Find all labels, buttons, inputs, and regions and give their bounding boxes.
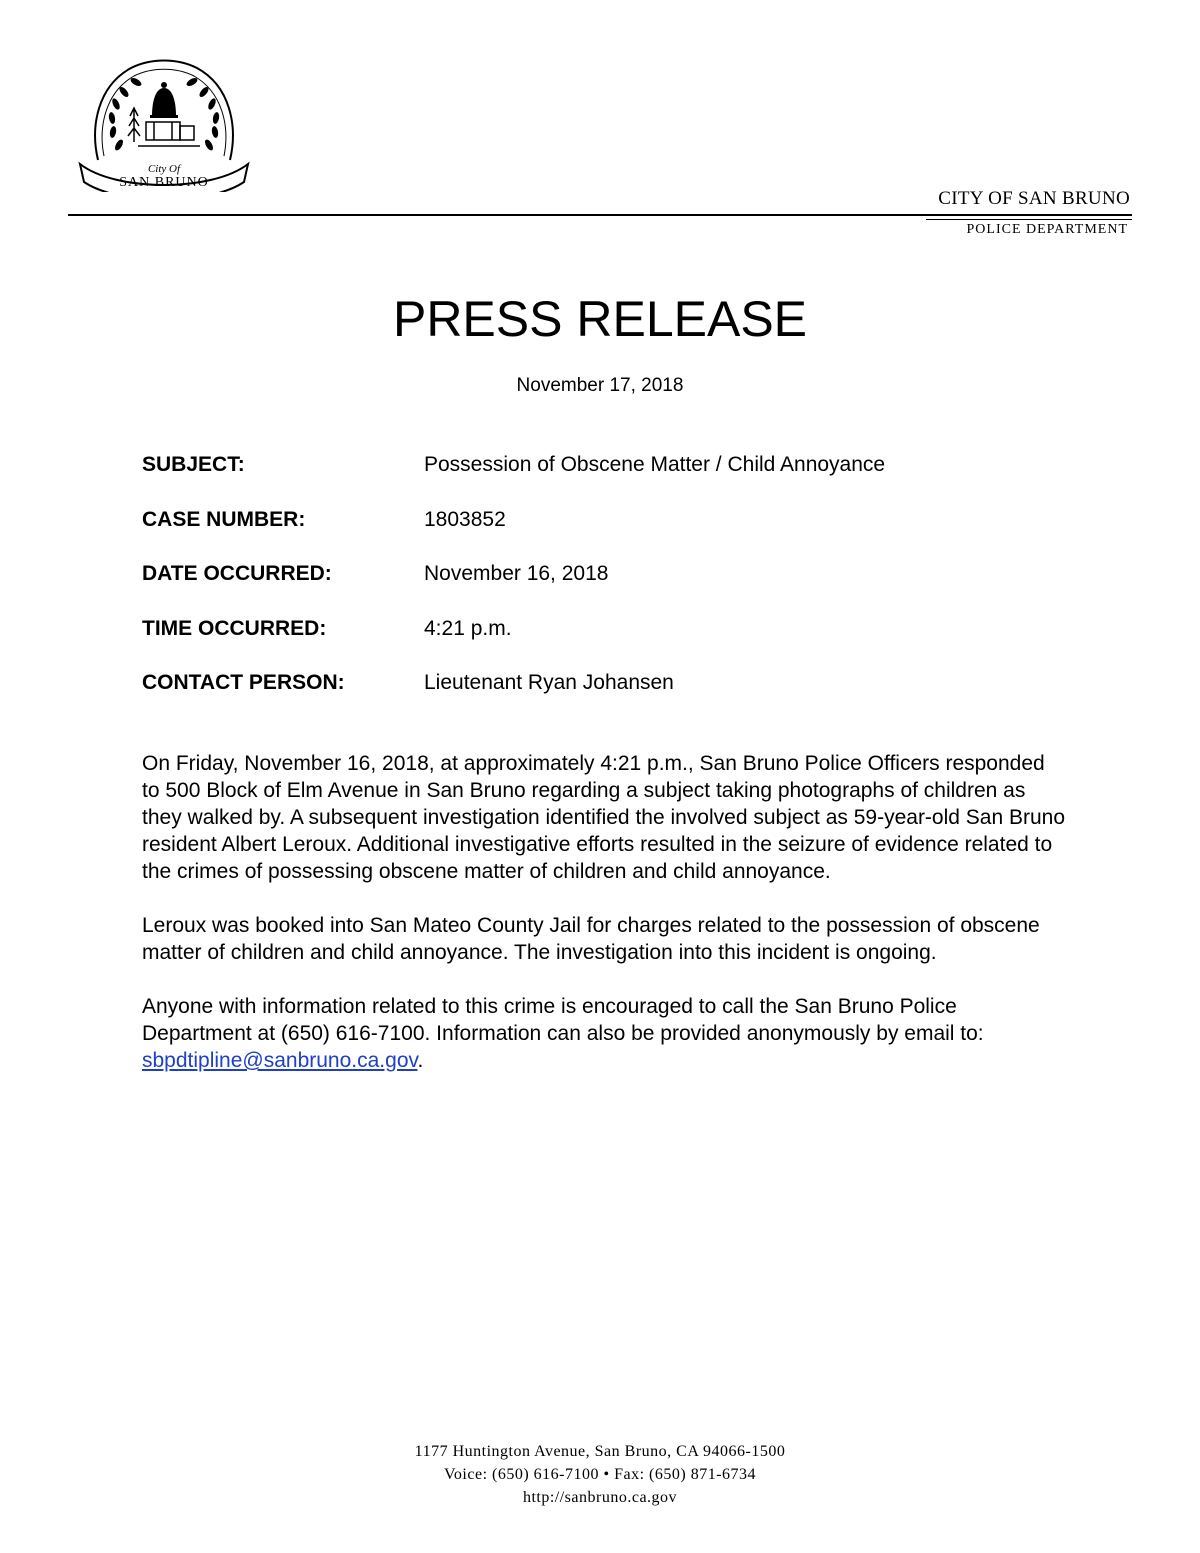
department-name: POLICE DEPARTMENT bbox=[966, 222, 1128, 237]
page-title: PRESS RELEASE bbox=[392, 291, 808, 347]
field-subject bbox=[142, 453, 1102, 508]
seal-text-top: City Of bbox=[147, 163, 181, 175]
bell-icon bbox=[150, 82, 178, 118]
field-value: 4:21 p.m. bbox=[424, 616, 512, 640]
field-time-occurred bbox=[142, 617, 1102, 672]
field-label: TIME OCCURRED: bbox=[142, 616, 327, 640]
body-paragraph-1: On Friday, November 16, 2018, at approximately 4:21 p.m., San Bruno Police Officers responded to 500 Block of Elm Avenue in San Bruno regarding a subject taking photographs of children as they walked by. A subsequent investigation identified the involved subject as 59-year-old San Bruno resident Albert Leroux. Additional investigative efforts resulted in the seizure of evidence related to the crimes of possessing obscene matter of children and child annoyance. bbox=[142, 752, 1066, 883]
field-date-occurred bbox=[142, 562, 1102, 617]
city-seal-logo bbox=[76, 56, 252, 192]
case-details bbox=[142, 453, 1102, 726]
release-body bbox=[142, 750, 1067, 1101]
footer-address: 1177 Huntington Avenue, San Bruno, CA 94066-1500 bbox=[414, 1443, 786, 1460]
field-label: CONTACT PERSON: bbox=[142, 671, 345, 694]
header-divider bbox=[68, 214, 1132, 216]
field-value: November 16, 2018 bbox=[424, 562, 609, 585]
footer bbox=[0, 1440, 1200, 1509]
field-label: CASE NUMBER: bbox=[142, 507, 306, 531]
seal-text-bottom: SAN BRUNO bbox=[119, 175, 209, 190]
footer-website: http://sanbruno.ca.gov bbox=[522, 1489, 678, 1506]
paragraph-3-end: . bbox=[417, 1049, 424, 1072]
field-case-number bbox=[142, 508, 1102, 563]
footer-phones: Voice: (650) 616-7100 • Fax: (650) 871-6734 bbox=[443, 1466, 757, 1483]
release-date: November 17, 2018 bbox=[516, 375, 684, 396]
body-paragraph-2: Leroux was booked into San Mateo County Jail for charges related to the possession of obscene matter of children and child annoyance. The investigation into this incident is ongoing. bbox=[142, 914, 1040, 964]
field-value: Possession of Obscene Matter / Child Annoyance bbox=[424, 453, 886, 476]
field-label: SUBJECT: bbox=[142, 453, 245, 476]
city-name: CITY OF SAN BRUNO bbox=[938, 188, 1130, 209]
header-subdivider bbox=[926, 219, 1132, 220]
body-paragraph-3 bbox=[142, 993, 1067, 1074]
tipline-email-link[interactable]: sbpdtipline@sanbruno.ca.gov bbox=[142, 1049, 418, 1072]
paragraph-3-text: Anyone with information related to this crime is encouraged to call the San Bruno Police Department at (650) 616-7100. Information can also be provided anonymously by email to: bbox=[142, 995, 984, 1045]
field-contact-person bbox=[142, 671, 1102, 726]
field-value: Lieutenant Ryan Johansen bbox=[424, 671, 674, 694]
field-value: 1803852 bbox=[424, 507, 506, 531]
field-label: DATE OCCURRED: bbox=[142, 562, 332, 585]
